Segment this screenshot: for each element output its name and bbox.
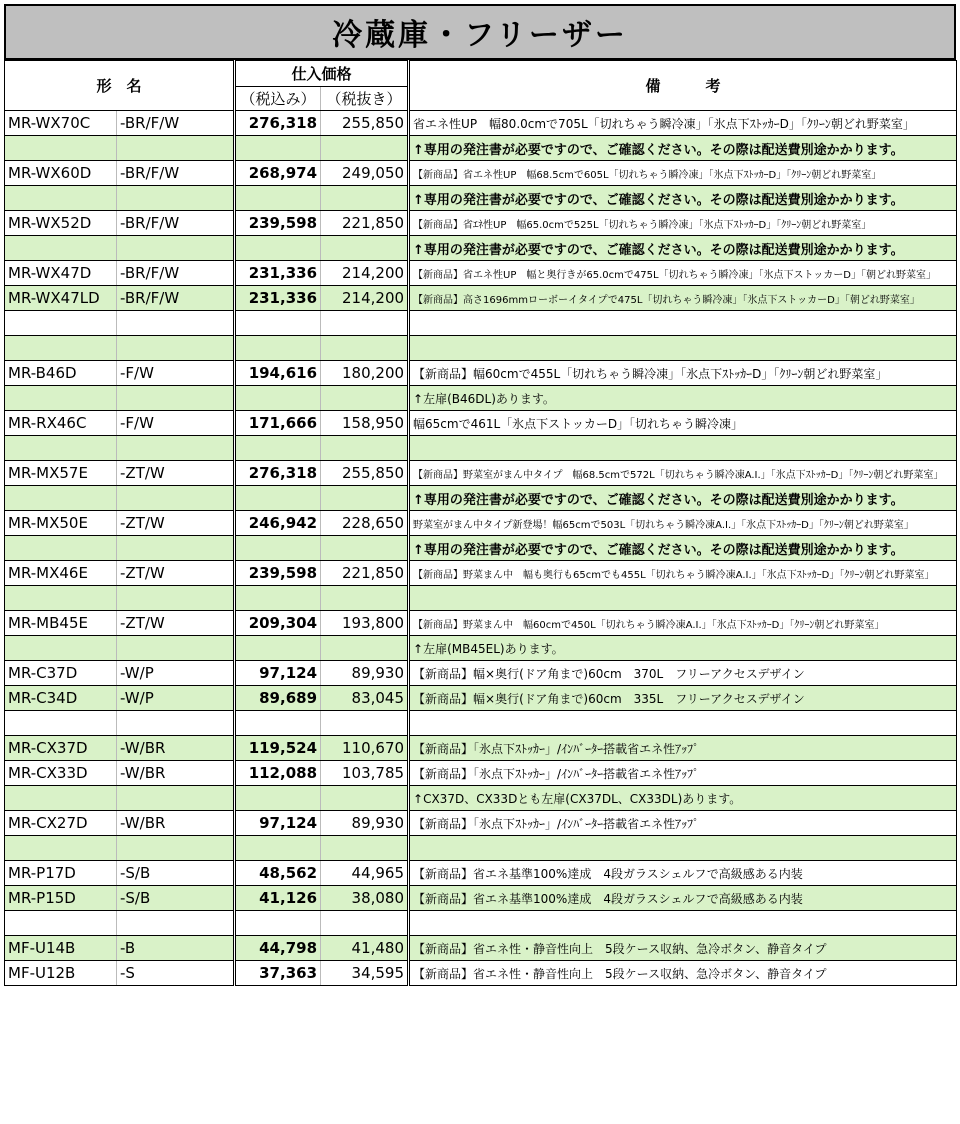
model-cell (5, 136, 117, 161)
header-tax-inc: （税込み） (235, 87, 321, 111)
table-row (5, 586, 957, 611)
variant-cell: -ZT/W (117, 461, 235, 486)
model-cell (5, 436, 117, 461)
table-row (5, 486, 957, 511)
price-tax-inc-cell (235, 136, 321, 161)
remarks-cell: ↑CX37D、CX33Dとも左扉(CX37DL、CX33DL)あります。 (409, 786, 957, 811)
remarks-cell: 【新商品】省エネ性UP 幅と奥行きが65.0cmで475L「切れちゃう瞬冷凍」「氷点下ストッカーD」「朝どれ野菜室」 (409, 261, 957, 286)
price-tax-inc-cell: 97,124 (235, 811, 321, 836)
price-tax-inc-cell (235, 186, 321, 211)
price-tax-inc-cell: 37,363 (235, 961, 321, 986)
remarks-cell: 【新商品】省エネ性・静音性向上 5段ケース収納、急冷ボタン、静音タイプ (409, 936, 957, 961)
price-tax-inc-cell: 44,798 (235, 936, 321, 961)
table-row (5, 136, 957, 161)
remarks-cell (409, 911, 957, 936)
price-tax-inc-cell: 41,126 (235, 886, 321, 911)
table-row (5, 561, 957, 586)
table-row (5, 261, 957, 286)
remarks-cell: 【新商品】野菜まん中 幅60cmで450L「切れちゃう瞬冷凍A.I.」「氷点下ｽﾄｯｶｰD」「ｸﾘｰﾝ朝どれ野菜室」 (409, 611, 957, 636)
model-cell: MR-B46D (5, 361, 117, 386)
model-cell (5, 236, 117, 261)
price-tax-exc-cell: 34,595 (321, 961, 409, 986)
table-row (5, 661, 957, 686)
header-model: 形 名 (5, 61, 235, 111)
price-tax-exc-cell (321, 486, 409, 511)
price-tax-inc-cell: 239,598 (235, 211, 321, 236)
table-row (5, 636, 957, 661)
price-tax-exc-cell (321, 911, 409, 936)
model-cell (5, 786, 117, 811)
table-row (5, 911, 957, 936)
price-tax-inc-cell (235, 236, 321, 261)
table-row (5, 686, 957, 711)
price-tax-exc-cell: 221,850 (321, 211, 409, 236)
price-table (4, 60, 957, 986)
price-tax-inc-cell: 239,598 (235, 561, 321, 586)
price-tax-inc-cell: 276,318 (235, 111, 321, 136)
price-tax-inc-cell (235, 436, 321, 461)
price-tax-exc-cell (321, 386, 409, 411)
variant-cell (117, 636, 235, 661)
price-sheet (4, 4, 956, 986)
price-tax-inc-cell (235, 911, 321, 936)
variant-cell: -F/W (117, 411, 235, 436)
remarks-cell (409, 711, 957, 736)
remarks-cell: ↑専用の発注書が必要ですので、ご確認ください。その際は配送費別途かかります。 (409, 536, 957, 561)
price-tax-exc-cell (321, 311, 409, 336)
table-row (5, 536, 957, 561)
remarks-cell (409, 836, 957, 861)
variant-cell (117, 536, 235, 561)
variant-cell: -W/BR (117, 736, 235, 761)
model-cell: MR-CX27D (5, 811, 117, 836)
remarks-cell (409, 436, 957, 461)
variant-cell: -ZT/W (117, 511, 235, 536)
price-tax-inc-cell: 276,318 (235, 461, 321, 486)
model-cell (5, 311, 117, 336)
model-cell: MR-MX57E (5, 461, 117, 486)
table-row (5, 311, 957, 336)
variant-cell (117, 311, 235, 336)
price-tax-inc-cell: 268,974 (235, 161, 321, 186)
table-row (5, 786, 957, 811)
price-tax-exc-cell: 221,850 (321, 561, 409, 586)
variant-cell: -W/P (117, 661, 235, 686)
variant-cell (117, 436, 235, 461)
sheet-title: 冷蔵庫・フリーザー (4, 4, 956, 60)
price-tax-exc-cell (321, 711, 409, 736)
remarks-cell: 【新商品】省エネ基準100%達成 4段ガラスシェルフで高級感ある内装 (409, 861, 957, 886)
model-cell: MR-WX60D (5, 161, 117, 186)
table-row (5, 436, 957, 461)
variant-cell (117, 336, 235, 361)
model-cell: MR-WX70C (5, 111, 117, 136)
table-row (5, 511, 957, 536)
variant-cell: -BR/F/W (117, 111, 235, 136)
remarks-cell (409, 586, 957, 611)
price-tax-exc-cell: 103,785 (321, 761, 409, 786)
remarks-cell: 【新商品】「氷点下ｽﾄｯｶｰ」/ｲﾝﾊﾞｰﾀｰ搭載省エネ性ｱｯﾌﾟ (409, 761, 957, 786)
model-cell: MR-C34D (5, 686, 117, 711)
table-row (5, 761, 957, 786)
price-tax-exc-cell (321, 186, 409, 211)
variant-cell (117, 836, 235, 861)
price-tax-inc-cell: 119,524 (235, 736, 321, 761)
table-row (5, 386, 957, 411)
table-row (5, 836, 957, 861)
price-tax-inc-cell: 246,942 (235, 511, 321, 536)
price-tax-exc-cell (321, 536, 409, 561)
variant-cell: -BR/F/W (117, 161, 235, 186)
remarks-cell: 【新商品】幅×奥行(ドア角まで)60cm 335L フリーアクセスデザイン (409, 686, 957, 711)
remarks-cell: 【新商品】幅60cmで455L「切れちゃう瞬冷凍」「氷点下ｽﾄｯｶｰD」「ｸﾘｰﾝ朝どれ野菜室」 (409, 361, 957, 386)
price-tax-inc-cell: 171,666 (235, 411, 321, 436)
price-tax-exc-cell (321, 236, 409, 261)
model-cell: MR-WX47D (5, 261, 117, 286)
remarks-cell (409, 311, 957, 336)
remarks-cell: ↑専用の発注書が必要ですので、ご確認ください。その際は配送費別途かかります。 (409, 186, 957, 211)
remarks-cell: 【新商品】幅×奥行(ドア角まで)60cm 370L フリーアクセスデザイン (409, 661, 957, 686)
model-cell (5, 386, 117, 411)
remarks-cell: ↑専用の発注書が必要ですので、ご確認ください。その際は配送費別途かかります。 (409, 136, 957, 161)
model-cell: MR-CX33D (5, 761, 117, 786)
model-cell (5, 911, 117, 936)
variant-cell (117, 236, 235, 261)
model-cell: MR-WX47LD (5, 286, 117, 311)
variant-cell (117, 186, 235, 211)
price-tax-exc-cell: 41,480 (321, 936, 409, 961)
table-row (5, 411, 957, 436)
price-tax-inc-cell (235, 786, 321, 811)
variant-cell (117, 386, 235, 411)
remarks-cell: ↑左扉(B46DL)あります。 (409, 386, 957, 411)
price-tax-exc-cell: 38,080 (321, 886, 409, 911)
header-tax-exc: （税抜き） (321, 87, 409, 111)
remarks-cell: ↑専用の発注書が必要ですので、ご確認ください。その際は配送費別途かかります。 (409, 236, 957, 261)
model-cell (5, 486, 117, 511)
model-cell: MR-MB45E (5, 611, 117, 636)
model-cell: MR-RX46C (5, 411, 117, 436)
price-tax-exc-cell (321, 136, 409, 161)
table-row (5, 611, 957, 636)
model-cell: MF-U12B (5, 961, 117, 986)
model-cell (5, 836, 117, 861)
variant-cell: -ZT/W (117, 611, 235, 636)
model-cell: MR-CX37D (5, 736, 117, 761)
variant-cell (117, 786, 235, 811)
remarks-cell: 【新商品】省エネ性UP 幅68.5cmで605L「切れちゃう瞬冷凍」「氷点下ｽﾄｯｶｰD」「ｸﾘｰﾝ朝どれ野菜室」 (409, 161, 957, 186)
remarks-cell: 【新商品】省エネ性・静音性向上 5段ケース収納、急冷ボタン、静音タイプ (409, 961, 957, 986)
table-row (5, 886, 957, 911)
price-tax-exc-cell (321, 636, 409, 661)
price-tax-inc-cell: 231,336 (235, 261, 321, 286)
table-row (5, 811, 957, 836)
price-tax-exc-cell: 89,930 (321, 811, 409, 836)
model-cell (5, 186, 117, 211)
variant-cell (117, 586, 235, 611)
price-tax-exc-cell: 255,850 (321, 111, 409, 136)
price-tax-exc-cell (321, 786, 409, 811)
table-row (5, 861, 957, 886)
model-cell: MF-U14B (5, 936, 117, 961)
price-tax-exc-cell: 110,670 (321, 736, 409, 761)
table-row (5, 711, 957, 736)
price-tax-inc-cell: 112,088 (235, 761, 321, 786)
price-tax-inc-cell: 97,124 (235, 661, 321, 686)
model-cell: MR-P15D (5, 886, 117, 911)
remarks-cell: 【新商品】高さ1696mmローボーイタイプで475L「切れちゃう瞬冷凍」「氷点下ストッカーD」「朝どれ野菜室」 (409, 286, 957, 311)
price-tax-exc-cell: 249,050 (321, 161, 409, 186)
price-tax-inc-cell (235, 336, 321, 361)
price-tax-exc-cell: 180,200 (321, 361, 409, 386)
table-row (5, 236, 957, 261)
remarks-cell: 【新商品】「氷点下ｽﾄｯｶｰ」/ｲﾝﾊﾞｰﾀｰ搭載省エネ性ｱｯﾌﾟ (409, 736, 957, 761)
price-tax-exc-cell (321, 436, 409, 461)
variant-cell: -S/B (117, 861, 235, 886)
remarks-cell: 【新商品】野菜室がまん中タイプ 幅68.5cmで572L「切れちゃう瞬冷凍A.I.」「氷点下ｽﾄｯｶｰD」「ｸﾘｰﾝ朝どれ野菜室」 (409, 461, 957, 486)
remarks-cell: 野菜室がまん中タイプ新登場！幅65cmで503L「切れちゃう瞬冷凍A.I.」「氷点下ｽﾄｯｶｰD」「ｸﾘｰﾝ朝どれ野菜室」 (409, 511, 957, 536)
price-tax-exc-cell: 158,950 (321, 411, 409, 436)
variant-cell: -W/BR (117, 811, 235, 836)
model-cell (5, 711, 117, 736)
remarks-cell: 幅65cmで461L「氷点下ストッカーD」「切れちゃう瞬冷凍」 (409, 411, 957, 436)
price-tax-exc-cell: 83,045 (321, 686, 409, 711)
variant-cell: -B (117, 936, 235, 961)
price-tax-exc-cell: 89,930 (321, 661, 409, 686)
price-tax-inc-cell (235, 836, 321, 861)
variant-cell: -BR/F/W (117, 211, 235, 236)
table-row (5, 361, 957, 386)
variant-cell: -S/B (117, 886, 235, 911)
remarks-cell: 【新商品】「氷点下ｽﾄｯｶｰ」/ｲﾝﾊﾞｰﾀｰ搭載省エネ性ｱｯﾌﾟ (409, 811, 957, 836)
model-cell (5, 636, 117, 661)
price-tax-exc-cell (321, 336, 409, 361)
model-cell (5, 336, 117, 361)
model-cell: MR-MX46E (5, 561, 117, 586)
table-row (5, 336, 957, 361)
model-cell (5, 586, 117, 611)
price-tax-inc-cell: 231,336 (235, 286, 321, 311)
remarks-cell: 【新商品】省ｴﾈ性UP 幅65.0cmで525L「切れちゃう瞬冷凍」「氷点下ｽﾄｯｶｰD」「ｸﾘｰﾝ朝どれ野菜室」 (409, 211, 957, 236)
model-cell: MR-P17D (5, 861, 117, 886)
remarks-cell: ↑左扉(MB45EL)あります。 (409, 636, 957, 661)
price-tax-inc-cell (235, 311, 321, 336)
price-tax-inc-cell (235, 711, 321, 736)
price-tax-inc-cell: 89,689 (235, 686, 321, 711)
price-tax-inc-cell (235, 386, 321, 411)
remarks-cell: 省エネ性UP 幅80.0cmで705L「切れちゃう瞬冷凍」「氷点下ｽﾄｯｶｰD」「ｸﾘｰﾝ朝どれ野菜室」 (409, 111, 957, 136)
price-tax-inc-cell: 48,562 (235, 861, 321, 886)
variant-cell (117, 486, 235, 511)
price-tax-exc-cell: 193,800 (321, 611, 409, 636)
price-tax-inc-cell (235, 486, 321, 511)
price-tax-inc-cell: 209,304 (235, 611, 321, 636)
price-tax-exc-cell (321, 586, 409, 611)
table-row (5, 186, 957, 211)
variant-cell: -BR/F/W (117, 261, 235, 286)
variant-cell: -S (117, 961, 235, 986)
price-tax-exc-cell: 44,965 (321, 861, 409, 886)
header-price: 仕入価格 (235, 61, 409, 87)
price-tax-exc-cell: 255,850 (321, 461, 409, 486)
variant-cell (117, 136, 235, 161)
price-tax-exc-cell: 228,650 (321, 511, 409, 536)
price-tax-inc-cell (235, 586, 321, 611)
price-tax-inc-cell: 194,616 (235, 361, 321, 386)
remarks-cell (409, 336, 957, 361)
variant-cell: -F/W (117, 361, 235, 386)
table-row (5, 736, 957, 761)
variant-cell: -BR/F/W (117, 286, 235, 311)
table-row (5, 936, 957, 961)
table-row (5, 461, 957, 486)
variant-cell: -W/P (117, 686, 235, 711)
model-cell: MR-C37D (5, 661, 117, 686)
price-tax-inc-cell (235, 636, 321, 661)
table-row (5, 161, 957, 186)
table-row (5, 961, 957, 986)
table-row (5, 211, 957, 236)
remarks-cell: 【新商品】省エネ基準100%達成 4段ガラスシェルフで高級感ある内装 (409, 886, 957, 911)
table-row (5, 286, 957, 311)
model-cell: MR-WX52D (5, 211, 117, 236)
remarks-cell: 【新商品】野菜まん中 幅も奥行も65cmでも455L「切れちゃう瞬冷凍A.I.」「氷点下ｽﾄｯｶｰD」「ｸﾘｰﾝ朝どれ野菜室」 (409, 561, 957, 586)
variant-cell (117, 911, 235, 936)
model-cell (5, 536, 117, 561)
remarks-cell: ↑専用の発注書が必要ですので、ご確認ください。その際は配送費別途かかります。 (409, 486, 957, 511)
variant-cell (117, 711, 235, 736)
price-tax-exc-cell: 214,200 (321, 286, 409, 311)
table-row (5, 111, 957, 136)
model-cell: MR-MX50E (5, 511, 117, 536)
header-remarks: 備 考 (409, 61, 957, 111)
price-tax-exc-cell (321, 836, 409, 861)
price-tax-inc-cell (235, 536, 321, 561)
variant-cell: -W/BR (117, 761, 235, 786)
variant-cell: -ZT/W (117, 561, 235, 586)
price-tax-exc-cell: 214,200 (321, 261, 409, 286)
